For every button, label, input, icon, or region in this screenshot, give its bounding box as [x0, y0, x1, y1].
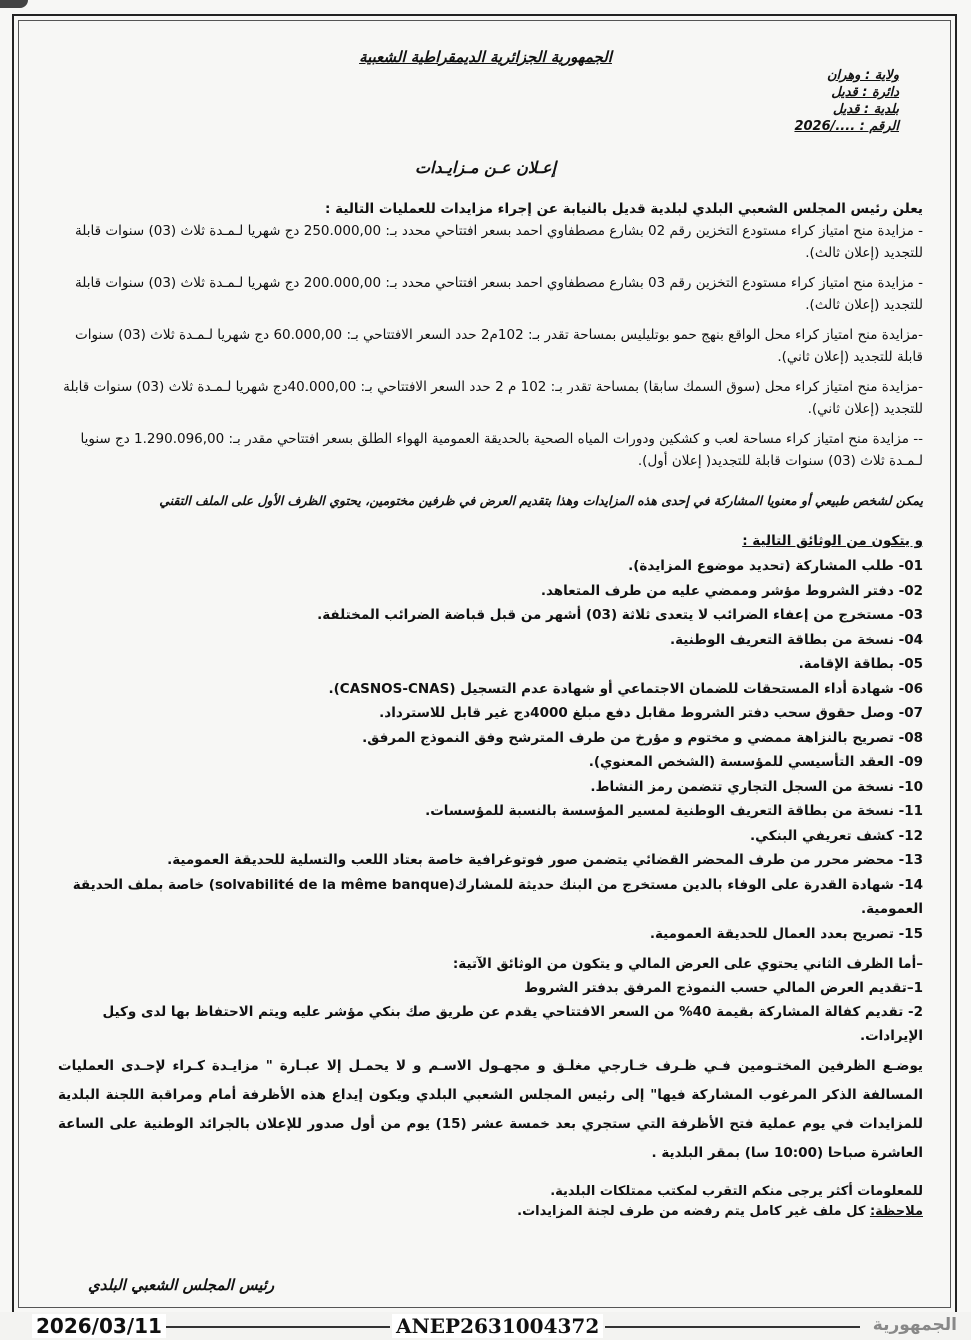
document-item: 03- مستخرج من إعفاء الضرائب لا يتعدى ثلاثة (03) أشهر من قبل قباضة الضرائب المختلفة.	[317, 607, 923, 623]
second-envelope-item: 2- تقديم كفالة المشاركة بقيمة 40% من السعر الافتتاحي يقدم عن طريق صك بنكي مؤشر عليه ويتم الاحتفاظ بها لدى وكيل الإيرادات.	[102, 1004, 923, 1044]
contact-info: للمعلومات أكثر يرجى منكم التقرب لمكتب ممتلكات البلدية.	[550, 1183, 923, 1199]
commune: بلدية : قديل	[832, 102, 899, 117]
document-item: 08- تصريح بالنزاهة ممضي و مختوم و مؤرخ من طرف المترشح وفق النموذج المرفق.	[362, 729, 923, 746]
document-item: 07- وصل حقوق سحب دفتر الشروط مقابل دفع مبلغ 4000دج غير قابل للاسترداد.	[379, 705, 923, 721]
second-envelope-item: 1–تقديم العرض المالي حسب النموذج المرفق بدفتر الشروط	[524, 980, 923, 996]
issuer-block	[699, 67, 899, 135]
document-item: 02- دفتر الشروط مؤشر وممضي عليه من طرف المتعاهد.	[540, 582, 923, 599]
reference-number: الرقم : ..../2026	[794, 119, 899, 134]
republic-header: الجمهورية الجزائرية الديمقراطية الشعبية	[359, 48, 612, 66]
second-envelope	[58, 952, 923, 1048]
footer-rule	[160, 1326, 390, 1328]
document-item: 15- تصريح بعدد العمال للحديقة العمومية.	[649, 925, 923, 942]
document-item: 06- شهادة أداء المستحقات للضمان الاجتماعي أو شهادة عدم التسجيل (CASNOS-CNAS).	[328, 680, 923, 697]
documents-list	[58, 554, 923, 946]
document-item: 13- محضر محرر من طرف المحضر القضائي يتضمن صور فوتوغرافية خاصة بعتاد اللعب والتسلية للحديقة العمومية.	[167, 852, 923, 868]
newspaper-name: الجمهورية	[872, 1315, 957, 1335]
document-item: 11- نسخة من بطاقة التعريف الوطنية لمسير المؤسسة بالنسبة للمؤسسات.	[425, 803, 923, 819]
note-text: كل ملف غير كامل يتم رفضه من طرف لجنة المزايدات.	[517, 1203, 866, 1219]
note	[58, 1202, 923, 1222]
announcement-body	[58, 198, 923, 1222]
submission-notice: يوضـع الظرفين المختـومين فـي ظـرف خـارجي مغلـق و مجهـول الاسـم و لا يحمـل إلا عبـارة " مزايـدة كـراء لإحـدى العمليات المسالفة الذكر المرغوب المشاركة فيها" إلى رئيس المجلس الشعبي البلدي ويكون إيداع هذه الأظرفة أمام ومراقبة اللجنة البلدية للمزايدات في يوم عملية فتح الأظرفة التي ستجري بعد خمسة عشر (15) يوم من أول صدور للإعلان بالجرائد الوطنية على الساعة العاشرة صباحا (10:00 سا) بمقر البلدية .	[58, 1058, 923, 1161]
second-envelope-intro: –أما الظرف الثاني يحتوي على العرض المالي و يتكون من الوثائق الآتية:	[452, 956, 923, 972]
document-item: 09- العقد التأسيسي للمؤسسة (الشخص المعنوي).	[588, 754, 923, 770]
eligibility-text: يمكن لشخص طبيعي أو معنويا المشاركة في إحدى هذه المزايدات وهذا بتقديم العرض في ظرفين مختومين، يحتوي الظرف الأول على الملف التقني	[159, 493, 923, 508]
document-item: 05- بطاقة الإقامة.	[798, 656, 923, 672]
document-item: 12- كشف تعريفي البنكي.	[749, 827, 923, 844]
signature: رئيس المجلس الشعبي البلدي	[88, 1276, 275, 1294]
document-item: 10- نسخة من السجل التجاري تتضمن رمز النشاط.	[590, 778, 923, 795]
auction-item: -مزايدة منح امتياز كراء محل (سوق السمك سابقا) بمساحة تقدر بـ: 102 م 2 حدد السعر الافتتاحي بـ: 40.000,00دج شهريا لـمـدة ثلاث (03) سنوات قابلة للتجديد (إعلان ثاني).	[63, 379, 923, 417]
daira: دائرة : قديل	[831, 85, 899, 100]
publication-date: 2026/03/11	[32, 1314, 166, 1338]
auction-item: - مزايدة منح امتياز كراء مستودع التخزين رقم 02 بشارع مصطفاوي احمد بسعر افتتاحي محدد بـ: 250.000,00 دج شهريا لـمـدة ثلاث (03) سنوات قابلة للتجديد (إعلان ثالث).	[75, 223, 923, 261]
wilaya: ولاية : وهران	[827, 68, 899, 83]
documents-title: و يتكون من الوثائق التالية :	[742, 533, 923, 549]
announcement-title: إعـلان عـن مـزايـدات	[414, 158, 557, 177]
footer-rule	[605, 1326, 860, 1328]
auction-item: -مزايدة منح امتياز كراء محل الواقع بنهج حمو بوتليليس بمساحة تقدر بـ: 102م2 حدد السعر الافتتاحي بـ: 60.000,00 دج شهريا لـمـدة ثلاث (03) سنوات قابلة للتجديد (إعلان ثاني).	[75, 327, 923, 365]
document-item: 04- نسخة من بطاقة التعريف الوطنية.	[669, 631, 923, 648]
document-item: 01- طلب المشاركة (تحديد موضوع المزايدة).	[628, 558, 923, 574]
intro-text: يعلن رئيس المجلس الشعبي البلدي لبلدية قديل بالنيابة عن إجراء مزايدات للعمليات التالية :	[325, 201, 923, 217]
auction-item: - مزايدة منح امتياز كراء مستودع التخزين رقم 03 بشارع مصطفاوي احمد بسعر افتتاحي محدد بـ: 200.000,00 دج شهريا لـمـدة ثلاث (03) سنوات قابلة للتجديد (إعلان ثالث).	[75, 275, 923, 313]
auction-item: -- مزايدة منح امتياز كراء مساحة لعب و كشكين ودورات المياه الصحية بالحديقة العمومية الهواء الطلق بسعر افتتاحي مقدر بـ: 1.290.096,00 دج سنويا لـمـدة ثلاث (03) سنوات قابلة للتجديد( إعلان أول).	[80, 431, 923, 469]
corner-mark	[0, 0, 28, 8]
document-item: 14- شهادة القدرة على الوفاء بالدين مستخرج من البنك حديثة للمشارك(solvabilité de la même banque) خاصة بملف الحديقة العمومية.	[72, 876, 923, 917]
anep-reference: ANEP2631004372	[392, 1314, 603, 1338]
note-label: ملاحظة:	[869, 1203, 923, 1219]
